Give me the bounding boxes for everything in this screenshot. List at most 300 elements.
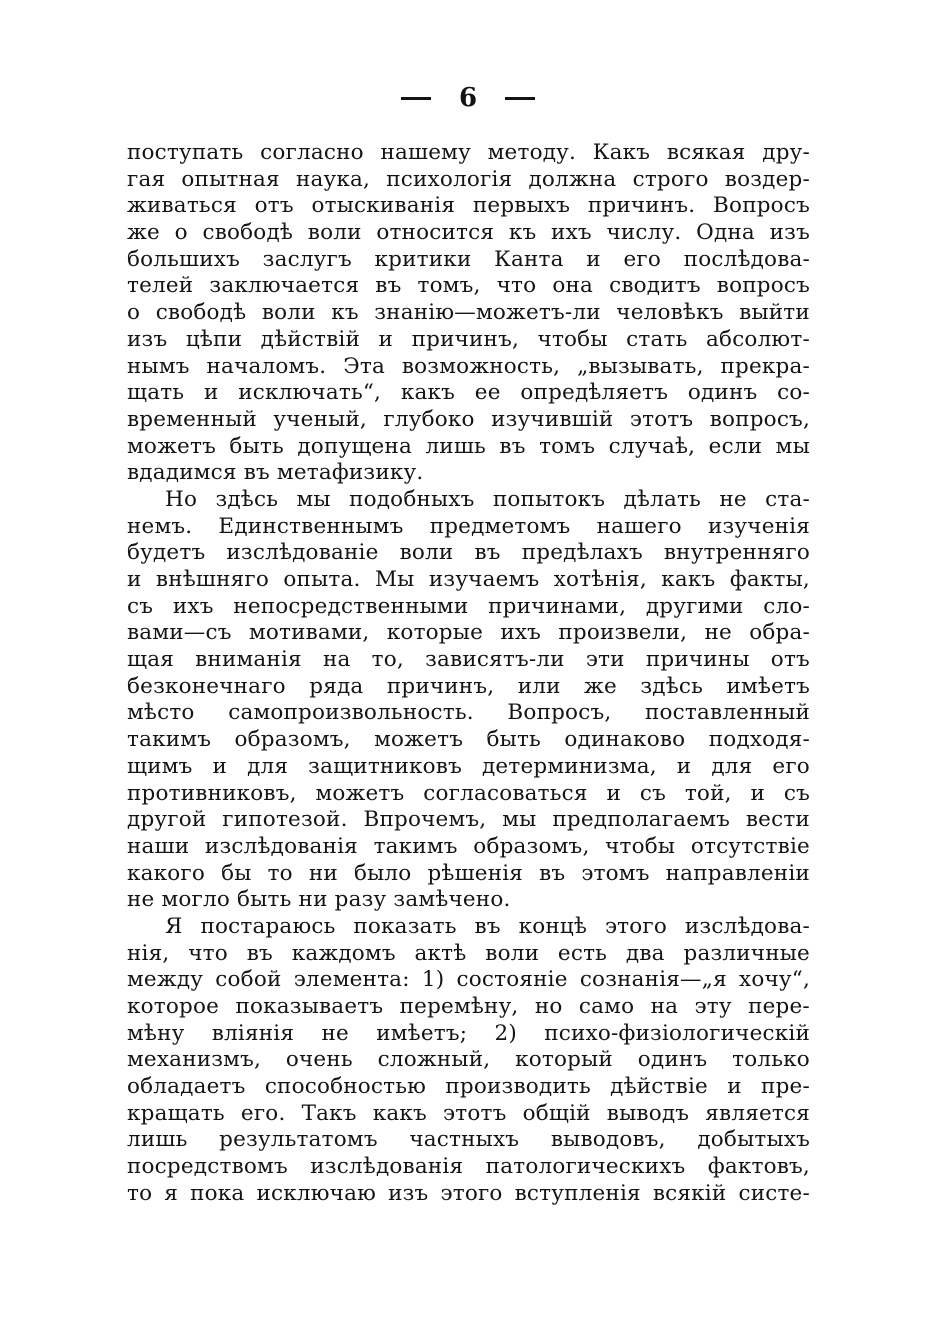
word: знанію—можетъ-ли xyxy=(374,300,601,326)
word: всякая xyxy=(666,140,746,165)
word: противниковъ, xyxy=(127,780,297,806)
word: согласно xyxy=(260,140,364,165)
word: воли xyxy=(485,940,540,966)
word: имѣетъ xyxy=(726,673,810,699)
word: и xyxy=(203,380,219,406)
word: причинами, xyxy=(488,593,627,619)
word: мы xyxy=(502,807,537,833)
word: гая xyxy=(127,166,166,192)
word: дѣлать xyxy=(623,486,701,512)
text-line xyxy=(127,1047,810,1074)
word: между xyxy=(127,967,204,993)
word: является xyxy=(705,1100,810,1126)
word: предѣлахъ xyxy=(521,540,643,566)
word: его. xyxy=(240,1100,286,1126)
word: выйти xyxy=(739,300,810,326)
word: чтобы xyxy=(605,833,676,859)
word: только xyxy=(732,1047,810,1073)
word: бы xyxy=(221,860,252,886)
word: опытная xyxy=(181,166,280,192)
word: этого xyxy=(440,1180,503,1206)
word: съ xyxy=(639,780,666,806)
word: пока xyxy=(190,1180,245,1206)
word: актѣ xyxy=(414,940,467,966)
word: показываетъ xyxy=(235,994,384,1019)
word: сло- xyxy=(763,593,810,619)
word: образомъ, xyxy=(234,727,351,753)
word: числу. xyxy=(606,220,682,246)
word: обладаетъ xyxy=(127,1074,246,1100)
word: мѣну xyxy=(127,1020,185,1046)
word: же xyxy=(127,220,160,246)
word: и xyxy=(212,753,228,779)
word: всякій xyxy=(652,1180,727,1206)
word: патологическихъ xyxy=(485,1154,686,1180)
word: частныхъ xyxy=(409,1127,520,1153)
word: можетъ xyxy=(374,727,464,753)
word: нія, xyxy=(127,940,170,966)
word: критики xyxy=(374,246,472,272)
word: опредѣляетъ xyxy=(520,380,669,406)
word: можетъ xyxy=(127,433,216,459)
word: мы xyxy=(775,433,810,459)
word: и xyxy=(378,326,394,352)
word: причины xyxy=(645,647,750,673)
word: въ xyxy=(474,913,501,939)
word: и xyxy=(727,1074,742,1100)
word: то xyxy=(267,860,293,886)
word: изучаемъ xyxy=(428,567,540,592)
text-line xyxy=(127,594,810,621)
word: факты, xyxy=(729,567,810,592)
word: добытыхъ xyxy=(697,1127,810,1153)
word: очень xyxy=(285,1047,353,1073)
word: поставленный xyxy=(644,700,810,726)
word: кращать xyxy=(127,1100,225,1126)
word: допущена xyxy=(297,433,412,459)
word: защитниковъ xyxy=(308,753,462,779)
word: не xyxy=(321,1020,349,1046)
word: его xyxy=(772,753,810,779)
word: нашему xyxy=(380,140,471,165)
word: Канта xyxy=(494,246,564,272)
word: пре- xyxy=(761,1074,810,1100)
text-line xyxy=(127,273,810,300)
word: внѣшняго xyxy=(155,567,270,592)
word: къ xyxy=(331,300,359,326)
word: для xyxy=(247,753,289,779)
text-line xyxy=(127,1127,810,1154)
word: ученый, xyxy=(273,406,367,432)
word: вниманія xyxy=(195,647,302,673)
text-line xyxy=(127,994,810,1021)
word: эту xyxy=(694,994,732,1019)
word: свободѣ xyxy=(202,220,294,246)
word: воздер- xyxy=(724,166,810,192)
word: цѣпи xyxy=(185,326,243,352)
word: вами—съ xyxy=(127,620,232,646)
word: другими xyxy=(645,593,744,619)
text-line xyxy=(127,647,810,674)
word: Вопросъ xyxy=(713,193,810,219)
word: ни xyxy=(308,860,338,886)
text-line xyxy=(127,700,810,727)
word: этотъ xyxy=(443,1100,507,1126)
word: воли xyxy=(307,220,362,246)
word: 2) xyxy=(494,1020,517,1046)
word: одинаково xyxy=(564,727,686,753)
word: было xyxy=(353,860,412,886)
word: изъ xyxy=(127,326,168,352)
word: эти xyxy=(585,647,625,673)
word: психо-физіологическій xyxy=(544,1020,810,1046)
text-line xyxy=(127,1154,810,1181)
word: какъ xyxy=(661,567,716,592)
word: перемѣну, xyxy=(399,994,519,1019)
word: дѣйствіе xyxy=(610,1074,708,1100)
word: съ xyxy=(127,593,154,619)
word: подобныхъ xyxy=(349,486,475,512)
body-text xyxy=(127,140,810,1208)
word: его xyxy=(623,246,662,272)
word: послѣдова- xyxy=(683,246,810,272)
word: обра- xyxy=(749,620,810,646)
word: психологія xyxy=(386,166,513,192)
word: другой xyxy=(127,807,207,833)
word: изслѣдованіе xyxy=(226,540,379,566)
word: случаѣ, xyxy=(608,433,696,459)
word: первыхъ xyxy=(472,193,571,219)
word: ста- xyxy=(765,486,810,512)
word: о xyxy=(127,300,141,326)
word: съ xyxy=(783,780,810,806)
word: самопроизвольность. xyxy=(228,700,474,726)
word: Вопросъ, xyxy=(507,700,612,726)
text-line xyxy=(127,941,810,968)
text-line xyxy=(127,220,810,247)
text-line xyxy=(127,514,810,541)
word: временный xyxy=(127,406,257,432)
text-line xyxy=(127,434,810,461)
word: мы xyxy=(296,486,331,512)
text-line xyxy=(127,380,810,407)
word: здѣсь xyxy=(215,486,279,512)
word: щая xyxy=(127,647,174,673)
word: возможность, xyxy=(401,353,561,379)
word: то xyxy=(127,1180,153,1206)
word: элемента: xyxy=(293,967,410,993)
word: ихъ xyxy=(551,220,592,246)
text-line-paragraph-start xyxy=(127,914,810,941)
word: чтобы xyxy=(537,326,608,352)
word: детерминизма, xyxy=(481,753,657,779)
word: отыскиванія xyxy=(311,193,456,219)
word: не xyxy=(704,620,732,646)
word: о xyxy=(174,220,188,246)
text-line xyxy=(127,781,810,808)
word: къ xyxy=(508,220,537,246)
header-dash-right xyxy=(505,97,535,100)
word: изслѣдованія xyxy=(204,833,358,859)
word: предполагаемъ xyxy=(552,807,730,833)
word: которое xyxy=(127,994,220,1019)
word: собой xyxy=(215,967,282,993)
word: само xyxy=(578,994,635,1019)
word: Эта xyxy=(343,353,385,379)
word: внутренняго xyxy=(663,540,810,566)
text-line xyxy=(127,674,810,701)
word: отъ xyxy=(770,647,810,673)
word: результатомъ xyxy=(219,1127,378,1153)
word: ряда xyxy=(309,673,364,699)
word: выводовъ, xyxy=(550,1127,666,1153)
word: относится xyxy=(376,220,495,246)
word: изъ xyxy=(388,1180,429,1206)
word: Единственнымъ xyxy=(218,513,404,539)
word: ихъ xyxy=(500,620,542,646)
word: на xyxy=(322,647,351,673)
word: непосредственными xyxy=(233,593,469,619)
text-line xyxy=(127,834,810,861)
word: вопросъ xyxy=(716,273,810,299)
word: отсутствіе xyxy=(690,833,810,859)
word: немъ. xyxy=(127,513,193,539)
header-dash-left xyxy=(401,97,431,100)
text-line xyxy=(127,193,810,220)
word: сложный, xyxy=(377,1047,491,1073)
word: отъ xyxy=(254,193,294,219)
word: строго xyxy=(632,166,709,192)
word: Одна xyxy=(696,220,755,246)
word: быть xyxy=(486,727,541,753)
word: что xyxy=(496,273,537,299)
word: ее xyxy=(474,380,501,406)
word: здѣсь xyxy=(640,673,704,699)
word: и xyxy=(606,780,622,806)
word: я xyxy=(164,1180,179,1206)
word: заключается xyxy=(209,273,360,299)
word: изслѣдова- xyxy=(684,913,810,939)
word: попытокъ xyxy=(492,486,606,512)
text-line xyxy=(127,754,810,781)
word: причинъ, xyxy=(411,326,520,352)
word: механизмъ, xyxy=(127,1047,262,1073)
page-header xyxy=(0,78,936,118)
word: глубоко xyxy=(383,406,475,432)
word: той, xyxy=(684,780,732,806)
word: такимъ xyxy=(373,833,458,859)
text-line xyxy=(127,407,810,434)
word: изучившій xyxy=(491,406,614,432)
word: но xyxy=(534,994,563,1019)
word: причинъ. xyxy=(587,193,696,219)
text-line xyxy=(127,807,810,834)
text-line xyxy=(127,1101,810,1128)
word: для xyxy=(711,753,753,779)
word: фактовъ, xyxy=(707,1154,810,1180)
word: подходя- xyxy=(708,727,810,753)
word: ихъ xyxy=(172,593,214,619)
word: и xyxy=(750,780,765,806)
word: хочу“, xyxy=(739,967,810,993)
word: направленіи xyxy=(665,860,810,886)
word: производить xyxy=(445,1074,591,1100)
word: вести xyxy=(745,807,810,833)
word: образомъ, xyxy=(473,833,590,859)
word: одинъ xyxy=(637,1047,708,1073)
word: рѣшенія xyxy=(427,860,524,886)
text-line xyxy=(127,327,810,354)
word: какъ xyxy=(372,1100,427,1126)
word: поступать xyxy=(127,140,244,165)
word: исключать“, xyxy=(238,380,382,406)
word: не xyxy=(719,486,747,512)
word: должна xyxy=(528,166,617,192)
word: гипотезой. xyxy=(222,807,348,833)
word: этотъ xyxy=(629,406,694,432)
word: зависятъ-ли xyxy=(425,647,565,673)
text-line xyxy=(127,540,810,567)
word: каждомъ xyxy=(291,940,396,966)
word: въ xyxy=(539,860,566,886)
text-line xyxy=(127,967,810,994)
word: этого xyxy=(604,913,668,939)
word: или xyxy=(517,673,561,699)
word: Впрочемъ, xyxy=(363,807,487,833)
word: будетъ xyxy=(127,540,206,566)
text-line xyxy=(127,861,810,888)
page-number: 6 xyxy=(458,83,478,113)
word: Мы xyxy=(374,567,415,592)
word: лишь xyxy=(425,433,486,459)
text-line xyxy=(127,1021,810,1048)
word: изслѣдованія xyxy=(310,1154,464,1180)
text-line xyxy=(127,167,810,194)
word: дѣйствій xyxy=(260,326,361,352)
word: на xyxy=(650,994,679,1019)
word: имѣетъ; xyxy=(376,1020,468,1046)
word: показать xyxy=(353,913,457,939)
word: томъ, xyxy=(417,273,481,299)
word: сознанія—„я xyxy=(579,967,727,993)
word: въ xyxy=(246,940,273,966)
word: мотивами, xyxy=(248,620,370,646)
word: способностью xyxy=(264,1074,427,1100)
text-line xyxy=(127,1181,810,1208)
word: два xyxy=(625,940,665,966)
word: такимъ xyxy=(127,727,212,753)
word: „вызывать, xyxy=(577,353,704,379)
word: концѣ xyxy=(518,913,588,939)
word: Такъ xyxy=(301,1100,357,1126)
text-line xyxy=(127,247,810,274)
text-line xyxy=(127,1074,810,1101)
word: щимъ xyxy=(127,753,193,779)
word: дру- xyxy=(762,140,810,165)
word: наука, xyxy=(295,166,371,192)
word: 1) xyxy=(421,967,445,993)
word: вліянія xyxy=(211,1020,295,1046)
text-line-paragraph-end: вдадимся въ метафизику. xyxy=(127,460,424,486)
word: она xyxy=(552,273,594,299)
word: въ xyxy=(375,273,402,299)
word: какъ xyxy=(400,380,456,406)
word: различные xyxy=(683,940,810,966)
word: изученія xyxy=(707,513,810,539)
word: произвели, xyxy=(558,620,688,646)
word: лишь xyxy=(127,1127,188,1153)
text-line-paragraph-start xyxy=(127,487,810,514)
word: которые xyxy=(386,620,483,646)
word: и xyxy=(586,246,601,272)
word: вступленія xyxy=(514,1180,641,1206)
word: живаться xyxy=(127,193,237,219)
word: одинъ xyxy=(687,380,758,406)
word: нымъ xyxy=(127,353,190,379)
word: въ xyxy=(474,540,501,566)
word: что xyxy=(188,940,228,966)
word: есть xyxy=(557,940,608,966)
word: то, xyxy=(371,647,404,673)
word: свободѣ xyxy=(155,300,247,326)
word: томъ xyxy=(539,433,596,459)
word: пере- xyxy=(748,994,810,1019)
word: исключаю xyxy=(256,1180,377,1206)
word: стать xyxy=(626,326,688,352)
word: абсолют- xyxy=(706,326,810,352)
word: въ xyxy=(499,433,526,459)
word: воли xyxy=(399,540,454,566)
word: большихъ xyxy=(127,246,240,272)
word: общій xyxy=(522,1100,591,1126)
text-line xyxy=(127,140,810,167)
word: щать xyxy=(127,380,185,406)
word: нашего xyxy=(596,513,682,539)
text-line xyxy=(127,620,810,647)
word: методу. xyxy=(487,140,577,165)
word: выводъ xyxy=(606,1100,690,1126)
word: посредствомъ xyxy=(127,1154,288,1180)
word: сводитъ xyxy=(609,273,701,299)
word: вопросъ, xyxy=(709,406,810,432)
word: началомъ. xyxy=(206,353,327,379)
word: предметомъ xyxy=(429,513,571,539)
word: быть xyxy=(229,433,284,459)
word: человѣкъ xyxy=(616,300,724,326)
word: мѣсто xyxy=(127,700,195,726)
word: систе- xyxy=(738,1180,810,1206)
word: состояніе xyxy=(456,967,568,993)
text-line xyxy=(127,300,810,327)
word: заслугъ xyxy=(262,246,352,272)
text-line xyxy=(127,727,810,754)
word: согласоваться xyxy=(423,780,588,806)
word: можетъ xyxy=(315,780,405,806)
word: Но xyxy=(165,486,198,512)
word: Я xyxy=(165,913,183,939)
word: причинъ, xyxy=(386,673,495,699)
text-line xyxy=(127,567,810,594)
word: который xyxy=(515,1047,613,1073)
text-line xyxy=(127,354,810,381)
word: этомъ xyxy=(581,860,650,886)
word: воли xyxy=(261,300,316,326)
word: опыта. xyxy=(283,567,361,592)
word: же xyxy=(584,673,617,699)
word: какого xyxy=(127,860,206,886)
word: прекра- xyxy=(720,353,810,379)
word: изъ xyxy=(769,220,810,246)
